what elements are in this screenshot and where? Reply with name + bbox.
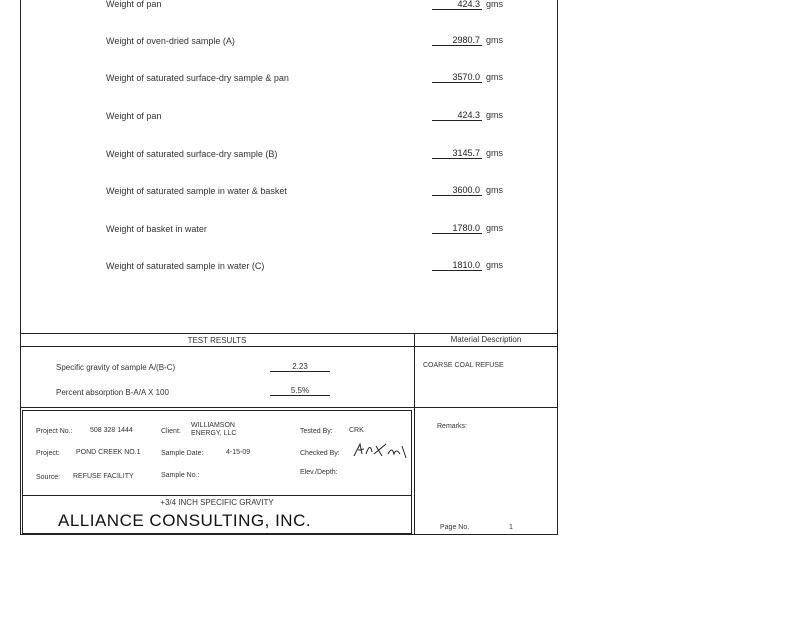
percent-absorption-value: 5.5% bbox=[270, 386, 330, 396]
measurement-value: 1780.0 bbox=[432, 223, 482, 234]
frame-left-border bbox=[20, 0, 21, 534]
client-label: Client: bbox=[161, 428, 181, 435]
measurement-value: 3570.0 bbox=[432, 72, 482, 83]
company-name: ALLIANCE CONSULTING, INC. bbox=[58, 511, 312, 530]
measurement-label: Weight of saturated surface-dry sample (B) bbox=[106, 149, 278, 159]
project-no-value: 508 328 1444 bbox=[90, 427, 133, 434]
measurement-unit: gms bbox=[486, 260, 504, 270]
source-value: REFUSE FACILITY bbox=[73, 473, 134, 480]
footer-divider bbox=[22, 495, 412, 496]
sample-date-value: 4-15-09 bbox=[226, 449, 251, 456]
measurement-unit: gms bbox=[486, 0, 504, 9]
measurement-unit: gms bbox=[486, 110, 504, 120]
checked-by-signature bbox=[352, 440, 412, 462]
source-label: Source: bbox=[36, 474, 61, 481]
measurement-label: Weight of saturated sample in water & basket bbox=[106, 186, 287, 196]
measurement-value: 3145.7 bbox=[432, 148, 482, 159]
page-number-label: Page No. bbox=[440, 524, 470, 531]
results-top-border bbox=[20, 333, 558, 334]
remarks-label: Remarks: bbox=[437, 423, 467, 430]
sample-no-label: Sample No.: bbox=[161, 472, 200, 479]
results-header-divider bbox=[20, 346, 558, 347]
project-no-label: Project No.: bbox=[36, 428, 73, 435]
specific-gravity-label: Specific gravity of sample A/(B-C) bbox=[56, 363, 176, 372]
measurement-value: 2980.7 bbox=[432, 35, 482, 46]
measurement-label: Weight of saturated sample in water (C) bbox=[106, 261, 265, 271]
measurement-value: 424.3 bbox=[432, 0, 482, 10]
project-value: POND CREEK NO.1 bbox=[76, 449, 141, 456]
client-name-line2: ENERGY, LLC bbox=[191, 430, 237, 437]
percent-absorption-label: Percent absorption B-A/A X 100 bbox=[56, 388, 169, 397]
measurement-unit: gms bbox=[486, 72, 504, 82]
material-description-value: COARSE COAL REFUSE bbox=[423, 362, 504, 369]
measurement-label: Weight of saturated surface-dry sample & pan bbox=[106, 73, 289, 83]
results-bottom-border bbox=[20, 407, 558, 408]
measurement-value: 1810.0 bbox=[432, 260, 482, 271]
measurement-unit: gms bbox=[486, 223, 504, 233]
page-number-value: 1 bbox=[509, 524, 513, 531]
checked-by-label: Checked By: bbox=[300, 450, 340, 457]
elev-depth-label: Elev./Depth: bbox=[300, 469, 338, 476]
measurement-label: Weight of oven-dried sample (A) bbox=[106, 36, 235, 46]
client-name-line1: WILLIAMSON bbox=[191, 422, 235, 429]
measurement-unit: gms bbox=[486, 185, 504, 195]
test-results-header: TEST RESULTS bbox=[187, 336, 247, 345]
form-bottom-border bbox=[20, 534, 558, 535]
sample-date-label: Sample Date: bbox=[161, 450, 204, 457]
frame-right-border bbox=[557, 0, 558, 534]
report-subtitle: +3/4 INCH SPECIFIC GRAVITY bbox=[160, 498, 274, 507]
measurement-unit: gms bbox=[486, 148, 504, 158]
tested-by-value: CRK bbox=[349, 427, 364, 434]
measurement-label: Weight of pan bbox=[106, 0, 162, 9]
tested-by-label: Tested By: bbox=[300, 428, 333, 435]
measurement-value: 3600.0 bbox=[432, 185, 482, 196]
material-description-header: Material Description bbox=[450, 335, 522, 344]
measurement-unit: gms bbox=[486, 35, 504, 45]
results-column-divider bbox=[414, 333, 415, 534]
measurement-label: Weight of basket in water bbox=[106, 224, 207, 234]
measurement-label: Weight of pan bbox=[106, 111, 162, 121]
project-label: Project: bbox=[36, 450, 60, 457]
specific-gravity-value: 2.23 bbox=[270, 362, 330, 372]
measurement-value: 424.3 bbox=[432, 110, 482, 121]
